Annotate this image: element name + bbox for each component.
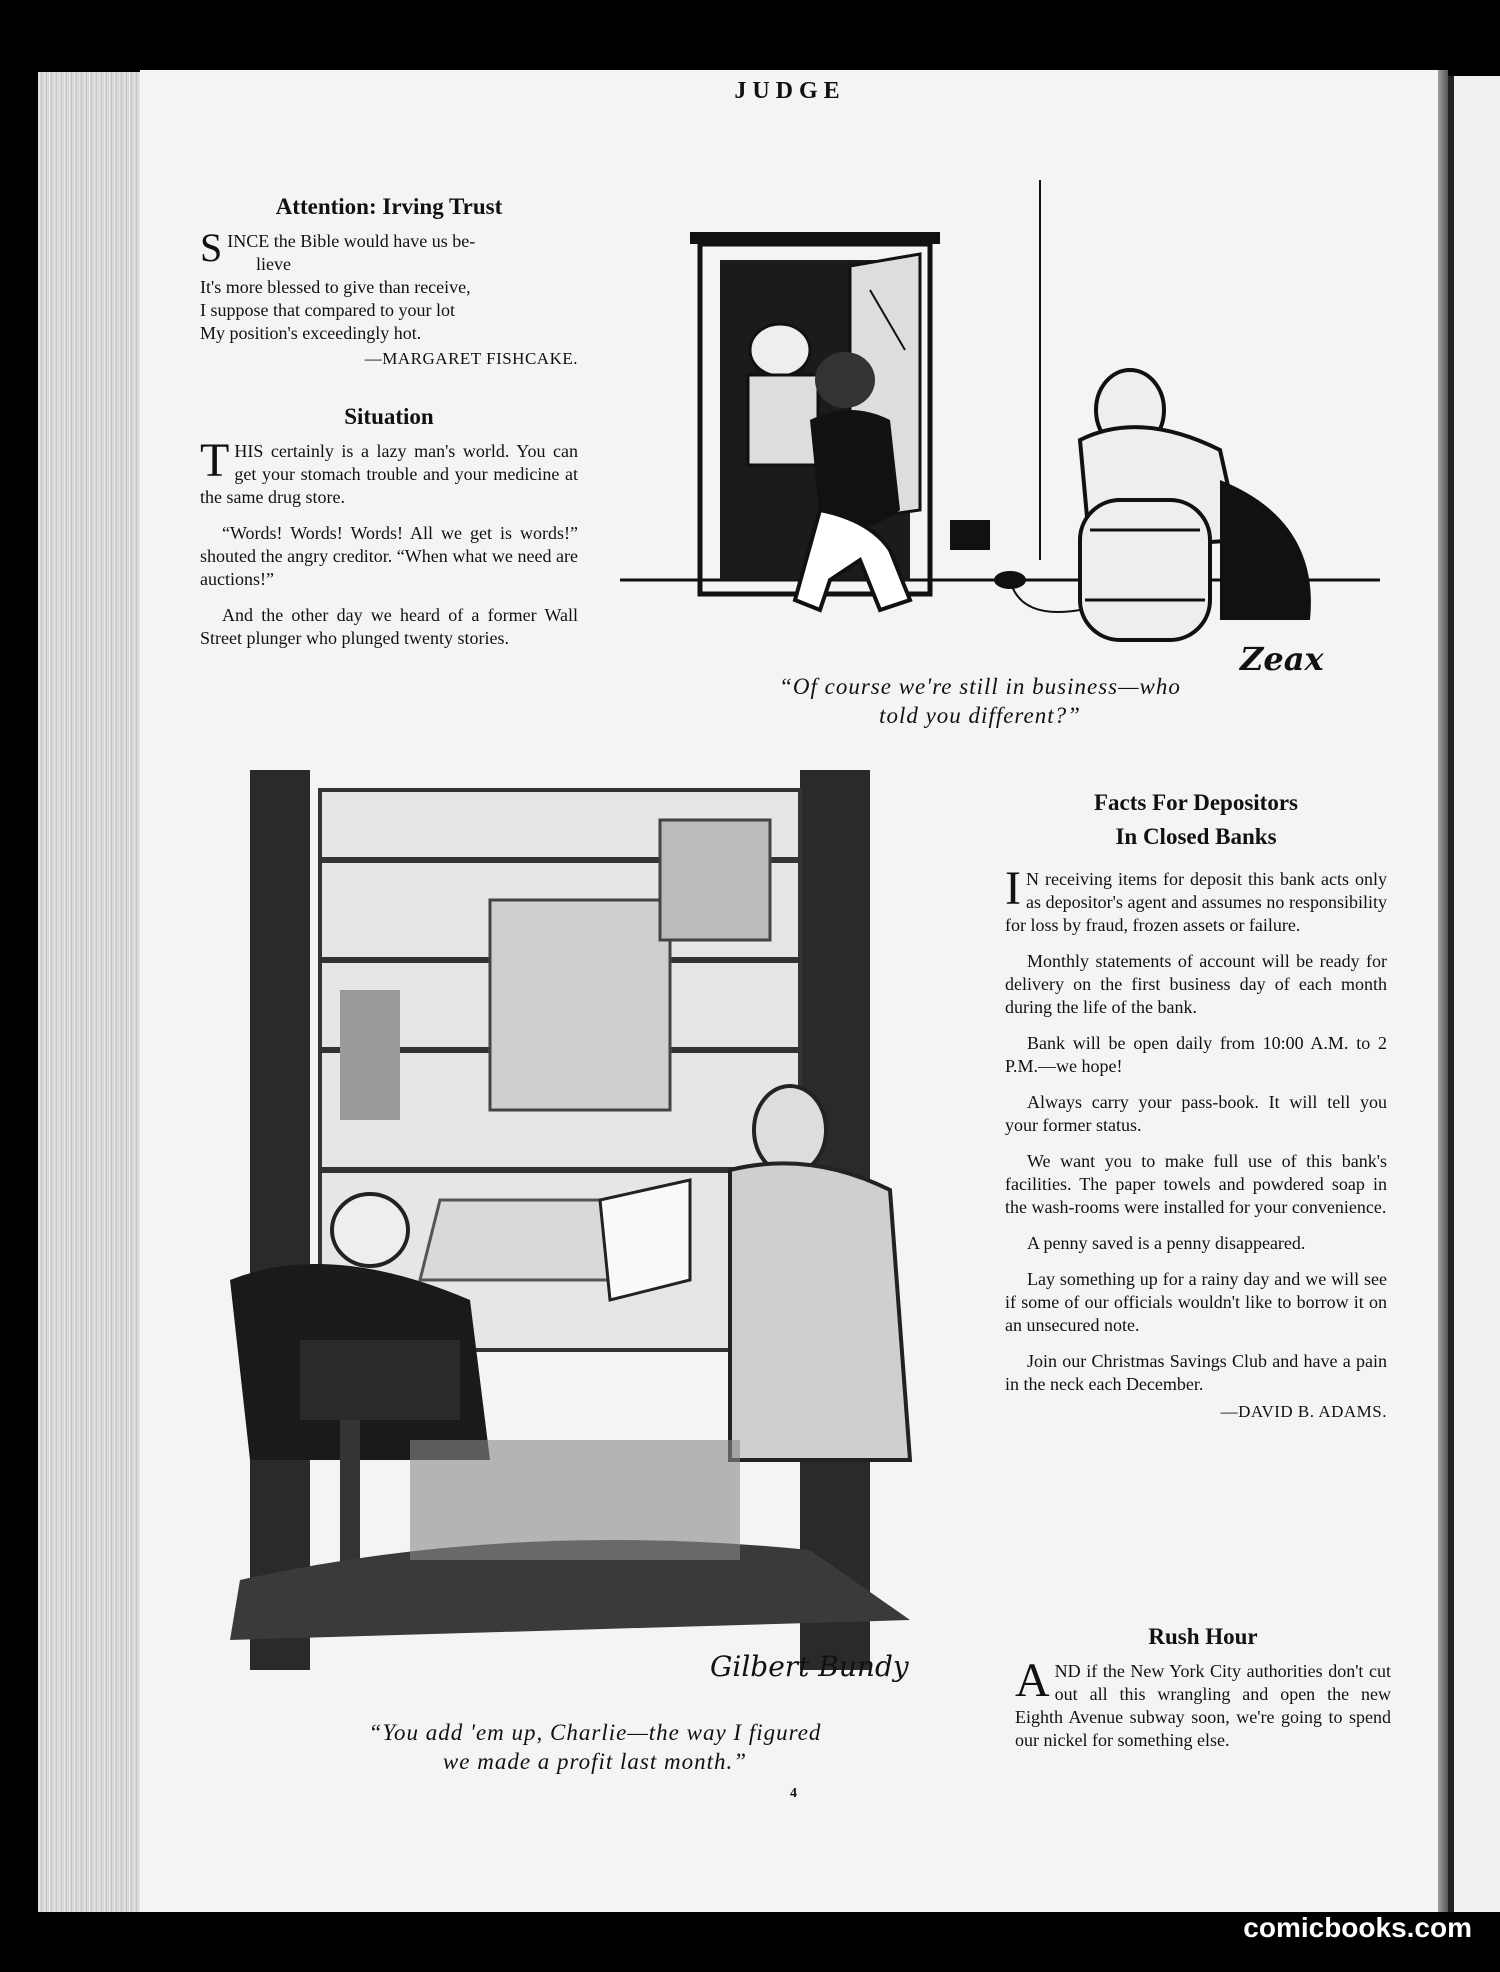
facts-paragraph-text: N receiving items for deposit this bank acts only as depositor's agent and assumes no responsibility for loss by fraud, frozen assets or failure. xyxy=(1005,869,1387,935)
poem-line: lieve xyxy=(256,254,291,274)
facts-paragraph: Always carry your pass-book. It will tell you your former status. xyxy=(1005,1092,1387,1135)
cartoon-office-drawing xyxy=(210,760,1000,1720)
facts-article xyxy=(1005,786,1387,1423)
facts-paragraph: We want you to make full use of this bank's facilities. The paper towels and powdered soap in the wash-rooms were installed for your convenience. xyxy=(1005,1151,1387,1217)
rush-hour-dropcap: A xyxy=(1015,1654,1050,1707)
situation-paragraph-text: HIS certainly is a lazy man's world. You can get your stomach trouble and your medicine at the same drug store. xyxy=(200,441,578,507)
bottom-cartoon-signature: Gilbert Bundy xyxy=(710,1650,909,1683)
situation-dropcap: T xyxy=(200,434,230,487)
caption-line: “You add 'em up, Charlie—the way I figured xyxy=(368,1720,822,1745)
facts-dropcap: I xyxy=(1005,862,1021,915)
facts-paragraph: Lay something up for a rainy day and we will see if some of our officials wouldn't like to borrow it on an unsecured note. xyxy=(1005,1269,1387,1335)
poem-line: My position's exceedingly hot. xyxy=(200,323,422,343)
caption-line: “Of course we're still in business—who xyxy=(779,674,1181,699)
attention-byline: —MARGARET FISHCAKE. xyxy=(364,349,578,368)
facts-paragraph: Bank will be open daily from 10:00 A.M. to 2 P.M.—we hope! xyxy=(1005,1033,1387,1076)
situation-paragraph: And the other day we heard of a former Wall Street plunger who plunged twenty stories. xyxy=(200,605,578,648)
bottom-cartoon xyxy=(210,760,1000,1720)
situation-paragraph: “Words! Words! Words! All we get is words!” shouted the angry creditor. “When what we need are auctions!” xyxy=(200,523,578,589)
top-cartoon xyxy=(620,180,1380,678)
facts-paragraph: Join our Christmas Savings Club and have a pain in the neck each December. xyxy=(1005,1351,1387,1394)
page-number: 4 xyxy=(790,1786,797,1801)
facts-byline: —DAVID B. ADAMS. xyxy=(1220,1402,1387,1421)
facts-title-line: In Closed Banks xyxy=(1115,824,1277,849)
poem-line: INCE the Bible would have us be- xyxy=(227,231,476,251)
poem-line: I suppose that compared to your lot xyxy=(200,300,455,320)
attention-article xyxy=(200,190,578,370)
situation-paragraph xyxy=(200,434,578,509)
facts-title-line: Facts For Depositors xyxy=(1094,790,1298,815)
facts-title xyxy=(1005,786,1387,854)
rush-hour-article xyxy=(1015,1620,1391,1765)
facts-paragraph: Monthly statements of account will be ready for delivery on the first business day of each month during the life of the bank. xyxy=(1005,951,1387,1017)
attention-title: Attention: Irving Trust xyxy=(275,194,503,219)
facts-paragraph xyxy=(1005,862,1387,937)
running-head: JUDGE xyxy=(734,78,846,104)
situation-title: Situation xyxy=(344,404,434,429)
top-cartoon-caption xyxy=(700,672,1260,730)
top-cartoon-signature: Zeax xyxy=(1240,640,1324,678)
caption-line: we made a profit last month.” xyxy=(442,1749,748,1774)
attention-dropcap: S xyxy=(200,225,223,270)
poem-line: It's more blessed to give than receive, xyxy=(200,277,471,297)
caption-line: told you different?” xyxy=(879,703,1081,728)
attention-poem xyxy=(200,225,578,345)
rush-hour-paragraph xyxy=(1015,1654,1391,1752)
facts-paragraph: A penny saved is a penny disappeared. xyxy=(1027,1233,1306,1253)
rush-hour-title: Rush Hour xyxy=(1148,1624,1258,1649)
bottom-cartoon-caption xyxy=(290,1718,900,1776)
adjacent-page-fragment xyxy=(1448,76,1500,1912)
rush-hour-text: ND if the New York City authorities don't cut out all this wrangling and open the new Eighth Avenue subway soon, we're going to spend our nickel for something else. xyxy=(1015,1661,1391,1750)
cartoon-business-drawing xyxy=(620,180,1380,660)
book-page-edges xyxy=(38,72,148,1912)
situation-article xyxy=(200,400,578,663)
watermark: comicbooks.com xyxy=(1243,1912,1472,1943)
